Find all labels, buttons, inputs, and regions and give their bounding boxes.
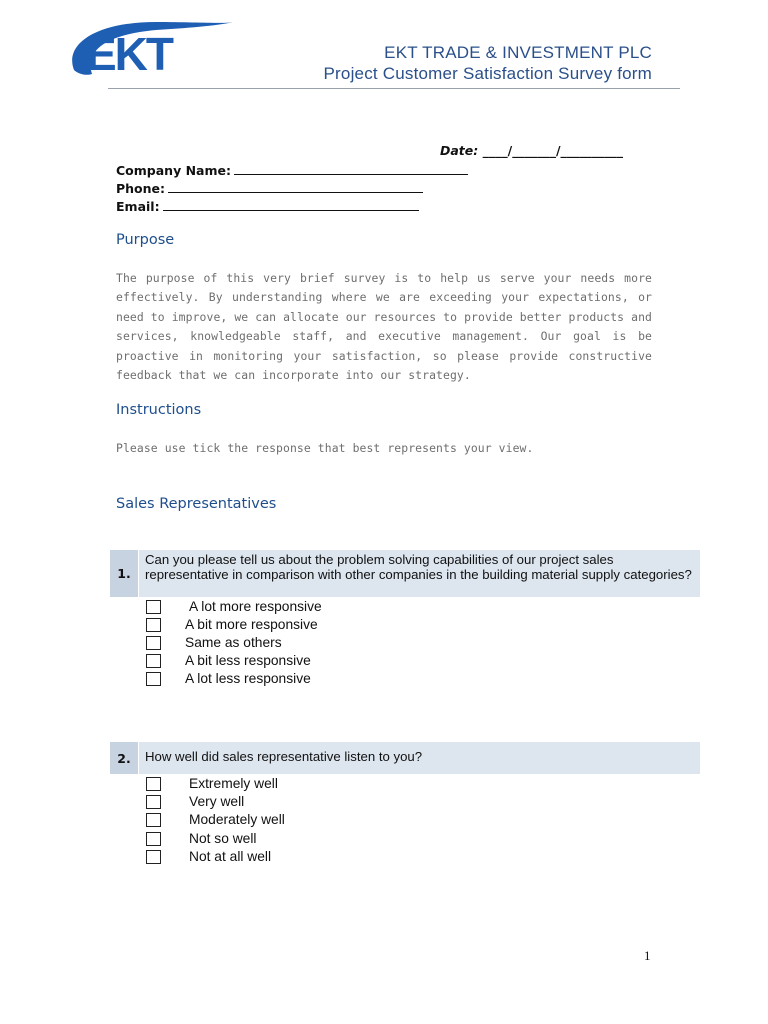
option-label: Very well xyxy=(189,794,245,809)
question-1-number-cell xyxy=(110,550,138,597)
question-2-text-cell xyxy=(139,742,700,774)
email-field[interactable] xyxy=(116,198,419,214)
option-label: A bit less responsive xyxy=(185,653,311,668)
question-2-number: 2. xyxy=(117,750,131,766)
q2-option-1[interactable] xyxy=(146,775,278,792)
header-divider xyxy=(108,88,680,89)
checkbox[interactable] xyxy=(146,813,161,827)
checkbox[interactable] xyxy=(146,618,161,632)
option-label: A bit more responsive xyxy=(185,617,318,632)
date-label: Date: xyxy=(440,143,479,158)
q2-option-2[interactable] xyxy=(146,793,244,810)
page-number: 1 xyxy=(644,948,651,963)
checkbox[interactable] xyxy=(146,795,161,809)
company-title: EKT TRADE & INVESTMENT PLC xyxy=(384,43,652,62)
option-label: Same as others xyxy=(185,635,282,650)
checkbox[interactable] xyxy=(146,672,161,686)
email-label: Email: xyxy=(116,199,160,214)
q1-option-2[interactable] xyxy=(146,616,318,633)
option-label: A lot less responsive xyxy=(185,671,311,686)
email-line[interactable] xyxy=(163,198,419,211)
form-title: Project Customer Satisfaction Survey form xyxy=(323,64,652,83)
option-label: Moderately well xyxy=(189,812,285,827)
date-field[interactable] xyxy=(440,143,623,158)
ekt-logo-mark xyxy=(66,14,246,86)
q2-option-3[interactable] xyxy=(146,811,285,828)
checkbox[interactable] xyxy=(146,636,161,650)
checkbox[interactable] xyxy=(146,832,161,846)
question-1-number: 1. xyxy=(117,566,131,581)
q2-option-5[interactable] xyxy=(146,848,271,865)
q2-option-4[interactable] xyxy=(146,830,256,847)
q1-option-1[interactable] xyxy=(146,598,322,615)
question-1-text: Can you please tell us about the problem solving capabilities of our project sales representative in comparison with other companies in the building material supply categories? xyxy=(145,552,692,582)
checkbox[interactable] xyxy=(146,777,161,791)
purpose-heading: Purpose xyxy=(116,232,175,248)
date-blanks: ____/_______/__________ xyxy=(482,143,624,158)
phone-label: Phone: xyxy=(116,181,166,196)
option-label: Not so well xyxy=(189,831,257,846)
sales-representatives-heading: Sales Representatives xyxy=(116,496,277,512)
instructions-body: Please use tick the response that best represents your view. xyxy=(116,441,534,455)
checkbox[interactable] xyxy=(146,654,161,668)
question-2-number-cell xyxy=(110,742,138,774)
instructions-heading: Instructions xyxy=(116,402,202,418)
option-label: A lot more responsive xyxy=(189,599,322,614)
phone-field[interactable] xyxy=(116,180,423,196)
q1-option-5[interactable] xyxy=(146,670,311,687)
company-name-line[interactable] xyxy=(234,162,468,175)
q1-option-3[interactable] xyxy=(146,634,282,651)
option-label: Not at all well xyxy=(189,849,272,864)
checkbox[interactable] xyxy=(146,600,161,614)
question-2-text: How well did sales representative listen to you? xyxy=(145,749,423,764)
logo-text: EKT xyxy=(86,28,172,80)
question-1-text-cell xyxy=(139,550,700,597)
company-name-field[interactable] xyxy=(116,162,468,178)
option-label: Extremely well xyxy=(189,776,278,791)
phone-line[interactable] xyxy=(168,180,423,193)
checkbox[interactable] xyxy=(146,850,161,864)
purpose-body: The purpose of this very brief survey is to help us serve your needs more effectively. By understanding where we are exceeding your expectations, or need to improve, we can allocate our resources to provide better products and services, knowledgeable staff, and executive management. Our goal is be proactive in monitoring your satisfaction, so please provide constructive feedback that we can incorporate into our strategy. xyxy=(116,271,652,383)
company-name-label: Company Name: xyxy=(116,163,231,178)
q1-option-4[interactable] xyxy=(146,652,311,669)
ekt-logo xyxy=(66,14,246,86)
